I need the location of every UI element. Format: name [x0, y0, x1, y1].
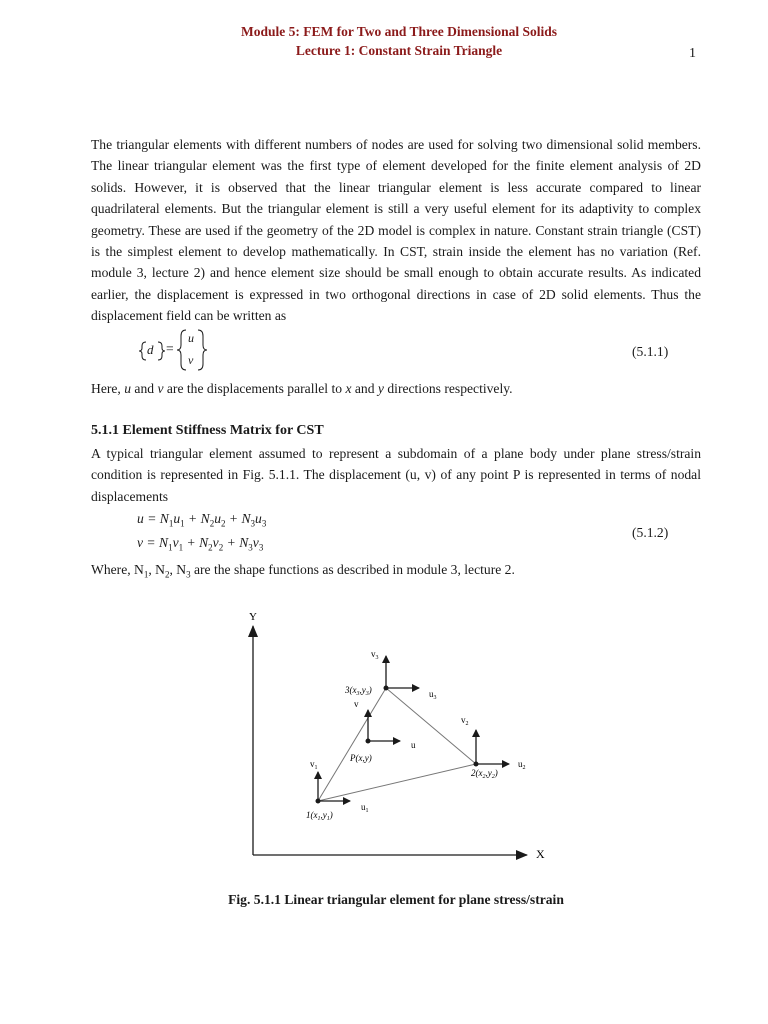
- label-u1: $u_1$: [361, 802, 369, 814]
- equation-5-1-1: d = u v: [136, 328, 216, 372]
- intro-paragraph: The triangular elements with different numbers of nodes are used for solving two dimensional solid members. The linear triangular element was the first type of element developed for the finite element analysis of 2D solids. However, it is observed that the linear triangular element is less accurate compared to linear quadrilateral elements. But the triangular element is still a very useful element for its adaptivity to complex geometry. These are used if the geometry of the 2D model is complex in nature. Constant strain triangle (CST) is the simplest element to develop mathematically. In CST, strain inside the element has no variation (Ref. module 3, lecture 2) and hence element size should be small enough to obtain accurate results. As indicated earlier, the displacement is expressed in two orthogonal directions in case of 2D solid elements. Thus the displacement field can be written as: [91, 137, 701, 324]
- y-axis-label: Y: [249, 611, 257, 623]
- label-v3: $v_3$: [371, 649, 379, 661]
- label-node-2: $2(x_2,y_2)$: [471, 768, 498, 780]
- label-u2: $u_2$: [518, 759, 526, 771]
- equation-number-5-1-1: (5.1.1): [632, 344, 669, 359]
- section-heading: 5.1.1 Element Stiffness Matrix for CST: [91, 423, 324, 438]
- label-node-1: $1(x_1,y_1)$: [306, 810, 333, 822]
- figure-caption: Fig. 5.1.1 Linear triangular element for plane stress/strain: [228, 892, 564, 907]
- triangle-element: [318, 688, 476, 801]
- here-line: Here, u and v are the displacements parallel to x and y directions respectively.: [91, 381, 513, 396]
- equation-v-line: $v = N_1v_1 + N_2v_2 + N_3v_3$: [137, 535, 264, 553]
- section-paragraph: A typical triangular element assumed to represent a subdomain of a plane body under plane stress/strain condition is represented in Fig. 5.1.1. The displacement (u, v) of any point P is represented in terms of nodal displacements: [91, 446, 701, 504]
- figure-triangle-element: [0, 600, 768, 880]
- vector-bottom: v: [188, 353, 194, 367]
- page-number: 1: [689, 46, 696, 61]
- equation-u-line: $u = N_1u_1 + N_2u_2 + N_3u_3$: [137, 511, 267, 529]
- module-title: Module 5: FEM for Two and Three Dimensional Solids: [240, 24, 558, 39]
- x-axis-label: X: [536, 847, 545, 861]
- label-u3: $u_3$: [429, 689, 437, 701]
- where-line: Where, $N_1$, $N_2$, $N_3$ are the shape functions as described in module 3, lecture 2.: [91, 562, 515, 580]
- label-v2: $v_2$: [461, 715, 469, 727]
- label-v: v: [354, 699, 359, 709]
- label-v1: $v_1$: [310, 759, 318, 771]
- label-point-p: P(x,y): [350, 753, 372, 763]
- label-u: u: [411, 740, 416, 750]
- lecture-title: Lecture 1: Constant Strain Triangle: [295, 43, 503, 58]
- label-node-3: $3(x_3,y_3)$: [345, 685, 372, 697]
- vector-top: u: [188, 331, 194, 345]
- equation-number-5-1-2: (5.1.2): [632, 525, 669, 540]
